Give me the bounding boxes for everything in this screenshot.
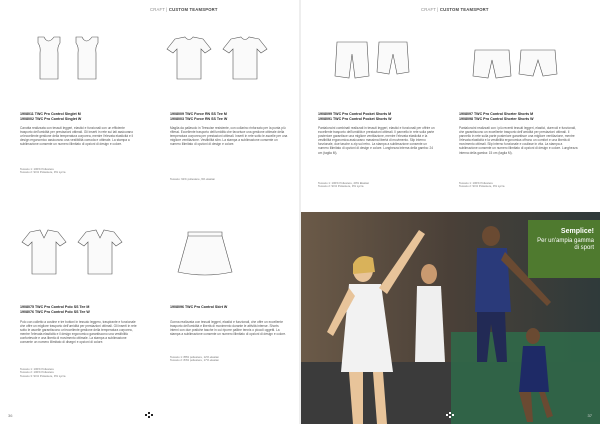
product-codes-skirt <box>170 305 227 310</box>
left-page-header: CRAFT | CUSTOM TEAMSPORT <box>150 7 218 12</box>
material-line: Tessuto 3: 91% Poliestere, 9% Lycra <box>20 373 66 378</box>
right-page-header: CRAFT | CUSTOM TEAMSPORT <box>421 7 489 12</box>
material-line: Tessuto 1: 100% Poliestere <box>459 181 493 185</box>
product-code: 1908075 TWC Pro Control Polo SS Tee M <box>20 305 90 309</box>
product-code: 1908096 TWC Pro Control Skirt W <box>170 305 228 309</box>
material-line: Tessuto 1: 88% poliestere, 12% elastan <box>170 355 219 359</box>
left-page <box>0 0 299 424</box>
product-description-singlet: Canotta realizzata con tessuti leggeri, elastici e funzionali con un efficiente trasporto dell'umidità per prestazioni ottimali. Gli inserti in rete sui lati assicurano un'eccellente gestione della temperatura corporea, mentre l'elevata elasticità e il design ergonomico assicurano una vestibilità comoda e ottimale. La stampa a sublimazione consente un numero illimitato di opzioni di design e colore. <box>20 126 134 147</box>
product-material-pocket-shorts <box>318 182 438 189</box>
material-line: Tessuto 1: 100% Poliestere <box>20 367 54 371</box>
product-code: 1908002 TWC Pro Control Singlet W <box>20 116 82 121</box>
product-code: 1908076 TWC Pro Control Polo SS Tee W <box>20 309 90 314</box>
material-line: Tessuto 2: 91% Poliestere, 9% Lycra <box>318 184 364 189</box>
tee-drawing <box>165 35 275 81</box>
polo-drawing <box>20 228 130 276</box>
promo-subtitle: Per un'ampia gamma di sport <box>537 238 594 251</box>
product-codes-tee <box>170 112 227 121</box>
product-material-shorter-shorts <box>459 182 581 189</box>
singlet-drawing <box>30 35 110 81</box>
product-material-polo <box>20 368 140 378</box>
header-title: CUSTOM TEAMSPORT <box>168 7 218 12</box>
material-line: Tessuto: 91% poliestere, 9% elastan <box>170 177 216 181</box>
product-codes-pocket-shorts <box>318 112 392 121</box>
shorter-shorts-drawing <box>471 48 561 84</box>
material-line: Tessuto 1: 100% Poliestere, 20% Elastan <box>318 181 370 185</box>
product-description-skirt: Gonna realizzata con tessuti leggeri, elastici e funzionali, che offre un eccellente trasporto dell'umidità e libertà di movimento durante le attività intense. Shorts interni con due pratiche tasche in cui riporre palline tennis o piccoli oggetti. La stampa a sublimazione consente un numero illimitato di opzioni di design e colore. <box>170 320 287 337</box>
product-codes-polo <box>20 305 90 314</box>
page-number: 36 <box>8 413 13 418</box>
product-material-singlet <box>20 168 138 175</box>
material-line: Tessuto 2: 91% Poliestere, 9% Lycra <box>459 184 505 189</box>
product-codes-shorter-shorts <box>459 112 533 121</box>
material-line: Tessuto 2: 100% Poliestere <box>20 370 54 375</box>
product-description-shorter-shorts: Pantaloncini realizzati con i più recenti tessuti leggeri, elastici, durevoli e funzionali, che garantiscono un eccellente trasporto dell'umidità per prestazioni ottimali. Il pannello in rete sulla parte posteriore garantisce una migliore ventilazione, mentre l'elevata elasticità e la vestibilità ergonomica offrono un comfort e una libertà di movimento ottimali. Slip interno funzionale e coulisse in vita. La stampa a sublimazione consente un numero illimitato di opzioni di design e colore. Lunghezza interna della gamba: 15 cm (taglia M). <box>459 126 578 155</box>
header-brand: CRAFT <box>421 7 436 12</box>
product-material-tee <box>170 178 288 181</box>
product-code: 1908003 TWC Force RN SS Tee W <box>170 116 228 121</box>
product-code: 1908097 TWC Pro Control Shorter Shorts M <box>459 112 534 116</box>
product-code: 1908098 TWC Pro Control Shorter Shorts W <box>459 116 534 121</box>
header-brand: CRAFT <box>150 7 165 12</box>
promo-box <box>528 220 600 278</box>
product-description-polo: Polo con colletto a costine e tre bottoni in tessuto leggero, traspirante e funzionale che offre un migliore trasporto dell'umidità per prestazioni ottimali. Gli inserti in rete sotto le ascelle garantiscono un'eccellente gestione della temperatura corporea, mentre l'elevata elasticità e il design ergonomico garantiscono una vestibilità confortevole e una libertà di movimento ottimale. La stampa a sublimazione consente un numero illimitato di disegni e opzioni di colore. <box>20 320 137 345</box>
sports-photo <box>301 212 600 424</box>
material-line: Tessuto 2: 83% poliestere, 17% elastan <box>170 358 219 363</box>
shorts-drawing <box>333 40 413 82</box>
header-title: CUSTOM TEAMSPORT <box>439 7 489 12</box>
product-code: 1908011 TWC Pro Control Singlet M <box>20 112 81 116</box>
material-line: Tessuto 2: 91% Poliestere, 9% Lycra <box>20 170 66 175</box>
product-codes-singlet <box>20 112 81 121</box>
skirt-drawing <box>170 228 240 278</box>
product-code: 1908091 TWC Pro Control Pocket Shorts W <box>318 116 392 121</box>
product-description-tee: Maglia da pallavolo in Teesuise resistente, con collarino rinforzato per la punta più riflessi. Eccellente trasporto dell'umidità che favorisce una gestione ottimale della temperatura corporea per prestazioni ottimali. Inserti in rete sotto le ascelle per una migliore ventilazione. Vestibilità slim. La stampa a sublimazione consente un numero illimitato di opzioni di design e colore. <box>170 126 288 147</box>
product-code: 1908099 TWC Pro Control Pocket Shorts M <box>318 112 392 116</box>
promo-title: Semplice! <box>560 228 594 235</box>
product-material-skirt <box>170 356 288 363</box>
material-line: Tessuto 1: 100% Poliestere <box>20 167 54 171</box>
product-description-pocket-shorts: Pantaloncini combinati realizzati in tessuti leggeri, elastici e funzionali per offrire un eccellente trasporto dell'umidità e prestazioni ottimali. Il pannello in rete sulla parte posteriore garantisce una migliore ventilazione, mentre l'elevata elasticità e la vestibilità ergonomica assicurano massima libertà di movimento. Slip interno funzionale, due tasche a zip sul retro. La stampa a sublimazione consente un numero illimitato di opzioni di design e colore. Lunghezza interna della gamba: 24 cm (taglia M). <box>318 126 435 155</box>
product-code: 1908009 TWC Force RN SS Tee M <box>170 112 227 116</box>
craft-logo-icon <box>446 412 455 418</box>
craft-logo-icon <box>145 412 154 418</box>
right-page <box>301 0 600 424</box>
page-number: 37 <box>587 413 592 418</box>
